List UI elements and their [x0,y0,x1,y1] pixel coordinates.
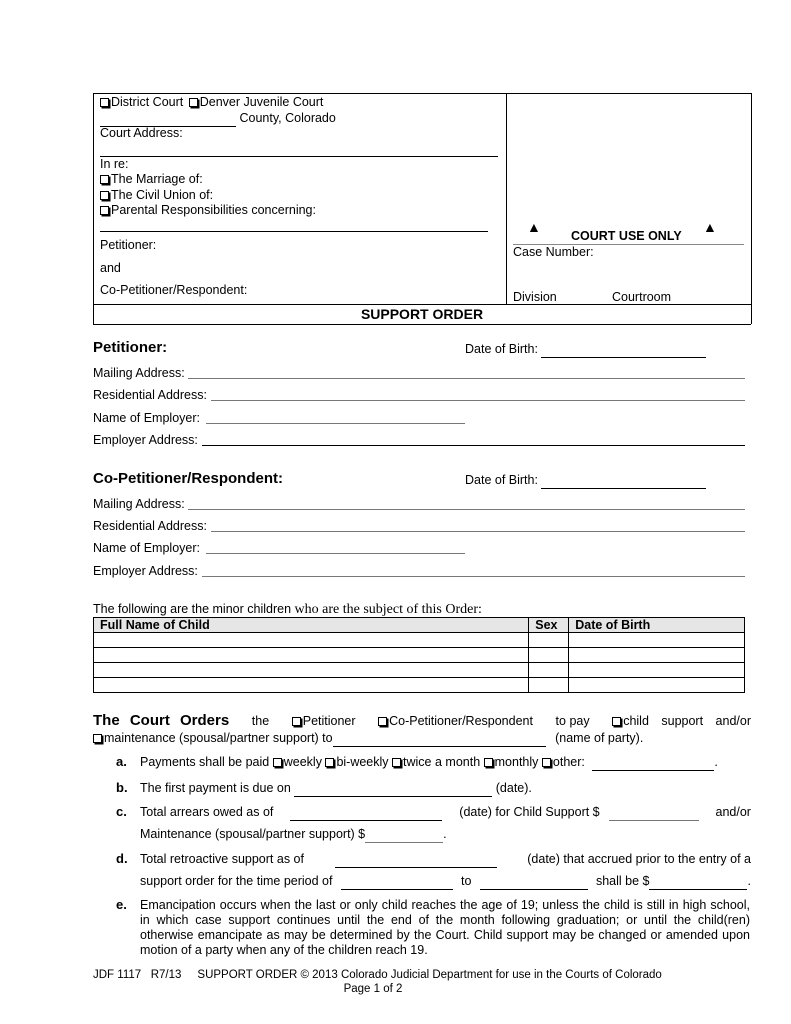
petitioner-mailing-field[interactable] [188,378,745,379]
co-petitioner-residential-label: Residential Address: [93,519,207,533]
petitioner-employer-address-field[interactable] [202,445,745,446]
child-support-label: child support and/or [623,714,751,728]
table-row [94,633,745,648]
court-use-only-label: COURT USE ONLY [571,229,682,243]
table-row [94,663,745,678]
co-petitioner-mailing-label: Mailing Address: [93,497,185,511]
court-type-row [100,95,323,110]
period-start-field[interactable] [341,874,453,890]
district-court-checkbox[interactable] [100,98,109,107]
co-petitioner-employer-address-field[interactable] [202,576,745,577]
twice-a-month-checkbox[interactable] [392,758,401,767]
item-c-line-1 [140,805,751,821]
retroactive-date-field[interactable] [335,852,497,868]
case-number-label: Case Number: [513,245,594,259]
orders-co-petitioner-label: Co-Petitioner/Respondent [389,714,533,728]
child-sex-cell[interactable] [529,663,569,678]
twice-a-month-label: twice a month [403,755,481,769]
other-checkbox[interactable] [542,758,551,767]
marriage-checkbox[interactable] [100,175,109,184]
child-dob-cell[interactable] [569,648,745,663]
child-name-cell[interactable] [94,633,529,648]
co-petitioner-mailing-field[interactable] [188,509,745,510]
item-d-line2-text: support order for the time period of [140,874,333,888]
column-header-sex: Sex [529,618,569,633]
child-dob-cell[interactable] [569,663,745,678]
item-a: Payments shall be paid weekly bi-weekly twice a month monthly other: . [140,755,718,769]
child-dob-cell[interactable] [569,633,745,648]
co-petitioner-employer-field[interactable] [206,553,465,554]
period-end-field[interactable] [480,874,588,890]
children-intro [93,602,482,617]
up-arrow-icon: ▲ [703,219,717,235]
county-field[interactable] [100,111,236,127]
petitioner-employer-label: Name of Employer: [93,411,200,425]
child-support-checkbox[interactable] [612,717,621,726]
orders-co-petitioner-checkbox[interactable] [378,717,387,726]
co-petitioner-employer-address-label: Employer Address: [93,564,198,578]
item-c-text: Total arrears owed as of [140,805,274,819]
other-label: other: [552,755,585,769]
item-e-text: Emancipation occurs when the last or only child reaches the age of 19; unless the child is still in high school, in which case support continues until the end of the month following graduation; or until the child(ren) otherwise emancipate as may be determined by the Court. Child support may be changed or amended upon motion of a party when any of the children reach 19. [140,898,750,957]
column-header-dob: Date of Birth [569,618,745,633]
co-petitioner-dob-row [465,473,706,489]
in-re-label: In re: [100,157,129,171]
item-d-line-1 [140,852,751,868]
court-address-field[interactable] [100,156,498,157]
document-title: SUPPORT ORDER [360,306,484,322]
name-of-party-label: (name of party). [555,731,644,745]
petitioner-heading: Petitioner: [93,339,168,356]
county-suffix: County, Colorado [239,111,336,125]
arrears-child-support-field[interactable] [609,805,699,821]
item-a-text: Payments shall be paid [140,755,270,769]
child-dob-cell[interactable] [569,678,745,693]
child-sex-cell[interactable] [529,648,569,663]
monthly-label: monthly [494,755,539,769]
court-orders-lead: The Court Orders [93,712,230,729]
bi-weekly-checkbox[interactable] [325,758,334,767]
petitioner-dob-field[interactable] [541,342,706,358]
item-d-mid: (date) that accrued prior to the entry of a [527,852,751,866]
petitioner-residential-field[interactable] [211,400,745,401]
child-name-cell[interactable] [94,663,529,678]
item-c-letter: c. [116,804,127,819]
petitioner-residential-label: Residential Address: [93,388,207,402]
item-b-letter: b. [116,780,128,795]
column-header-name: Full Name of Child [94,618,529,633]
item-b [140,781,532,797]
item-d-line-2: support order for the time period of to shall be $ . [140,874,751,888]
footer-page-number: Page 1 of 2 [343,983,403,995]
caption-co-petitioner-label: Co-Petitioner/Respondent: [100,283,248,297]
maintenance-label: maintenance (spousal/partner support) to [104,731,333,745]
table-row [94,678,745,693]
weekly-label: weekly [283,755,322,769]
co-petitioner-residential-field[interactable] [211,531,745,532]
petitioner-employer-field[interactable] [206,423,465,424]
item-e-letter: e. [116,897,127,912]
footer-line-1: JDF 1117 R7/13 SUPPORT ORDER © 2013 Colorado Judicial Department for use in the Courts of Colorado [93,969,662,981]
caption-and-label: and [100,261,121,275]
children-table [93,617,745,693]
orders-the: the [251,714,270,728]
civil-union-option [100,188,213,203]
court-address-label: Court Address: [100,126,183,140]
district-court-label: District Court [111,95,184,109]
item-d-shall: shall be $ [595,874,650,888]
children-table-header [94,618,745,633]
table-row [94,648,745,663]
bi-weekly-label: bi-weekly [336,755,389,769]
item-d-to: to [461,874,472,888]
civil-union-checkbox[interactable] [100,191,109,200]
weekly-checkbox[interactable] [273,758,282,767]
petitioner-mailing-label: Mailing Address: [93,366,185,380]
child-name-cell[interactable] [94,678,529,693]
marriage-option [100,172,203,187]
petitioner-dob-row [465,342,706,358]
co-petitioner-heading: Co-Petitioner/Respondent: [93,470,283,487]
co-petitioner-employer-label: Name of Employer: [93,541,200,555]
child-name-cell[interactable] [94,648,529,663]
denver-juvenile-court-label: Denver Juvenile Court [199,95,324,109]
first-payment-date-field[interactable] [294,781,492,797]
parental-responsibilities-label: Parental Responsibilities concerning: [111,203,316,217]
orders-line-2 [93,731,643,747]
child-sex-cell[interactable] [529,633,569,648]
petitioner-employer-address-label: Employer Address: [93,433,198,447]
marriage-label: The Marriage of: [111,172,203,186]
maintenance-checkbox[interactable] [93,734,102,743]
up-arrow-icon: ▲ [527,219,541,235]
children-intro-serif: who are the subject of this Order: [294,602,482,617]
parties-name-field[interactable] [100,231,488,232]
division-label: Division [513,290,557,304]
denver-juvenile-court-checkbox[interactable] [189,98,198,107]
other-frequency-field[interactable] [592,755,714,771]
item-a-letter: a. [116,754,127,769]
orders-to-pay: to pay [555,714,590,728]
co-petitioner-dob-label: Date of Birth: [465,473,538,487]
arrears-date-field[interactable] [290,805,442,821]
child-sex-cell[interactable] [529,678,569,693]
monthly-checkbox[interactable] [484,758,493,767]
item-c-line-2: Maintenance (spousal/partner support) $ . [140,827,447,841]
petitioner-dob-label: Date of Birth: [465,342,538,356]
item-d-text: Total retroactive support as of [140,852,304,866]
item-c-mid: (date) for Child Support $ [459,805,600,819]
caption-petitioner-label: Petitioner: [100,238,157,252]
item-b-text: The first payment is due on [140,781,291,795]
courtroom-label: Courtroom [612,290,672,304]
item-b-suffix: (date). [495,781,532,795]
co-petitioner-dob-field[interactable] [541,473,706,489]
arrears-maintenance-field[interactable] [365,827,443,843]
orders-line-1 [93,712,751,730]
item-d-letter: d. [116,851,128,866]
item-c-line2-text: Maintenance (spousal/partner support) $ [140,827,366,841]
civil-union-label: The Civil Union of: [111,188,214,202]
retroactive-amount-field[interactable] [649,874,747,890]
item-c-andor: and/or [715,805,751,819]
children-intro-sans: The following are the minor children [93,602,292,616]
orders-petitioner-checkbox[interactable] [292,717,301,726]
parental-responsibilities-checkbox[interactable] [100,206,109,215]
orders-petitioner-label: Petitioner [302,714,356,728]
payee-name-field[interactable] [333,731,546,747]
county-row [100,111,336,127]
parental-responsibilities-option [100,203,316,218]
